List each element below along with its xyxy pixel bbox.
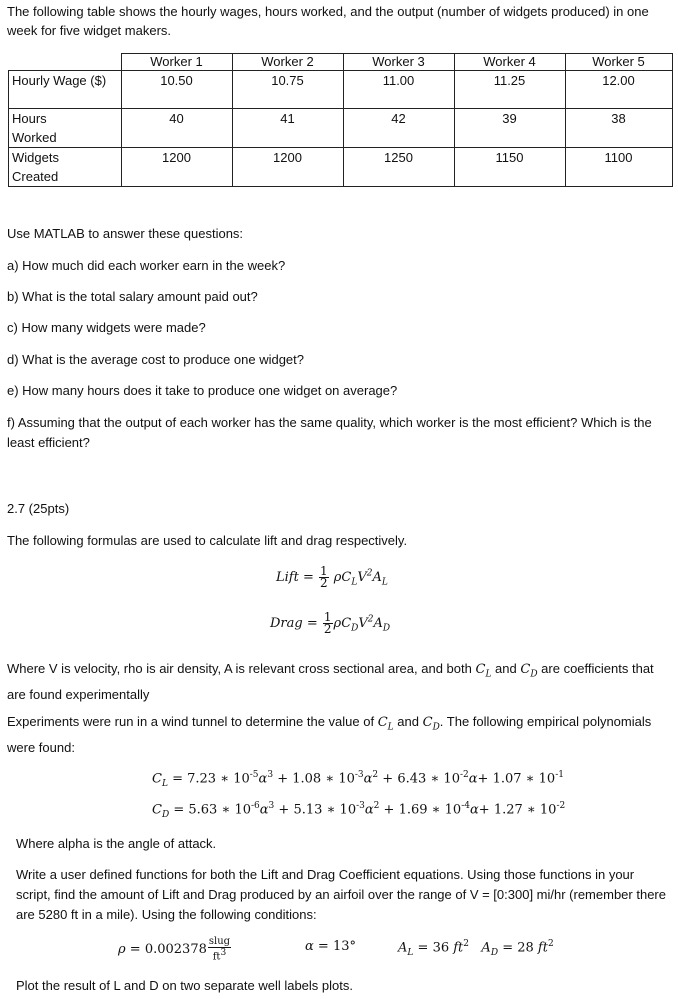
row-label: Hours Worked [9, 109, 122, 148]
question-e: e) How many hours does it take to produce one widget on average? [7, 383, 398, 398]
alpha-definition: Where alpha is the angle of attack. [16, 836, 217, 851]
table-cell: 1100 [565, 148, 672, 187]
table-cell: 1250 [343, 148, 454, 187]
cl-polynomial: $C_L = 7.23$ ∗ $10^{-5}\alpha^3 + 1.08$ ∗ $10^{-3}\alpha^2 + 6.43$ ∗ $10^{-2}\alpha+ 1.07$ ∗ $10^{-1}$ [152, 770, 564, 789]
area-conditions: $A_L = 36$ $ft^2$ $A_D = 28$ $ft^2$ [398, 939, 554, 958]
lift-formula: Lift = $\frac{1}{2}$ $\rho C_LV^2A_L$ [276, 564, 388, 590]
table-cell: 1150 [454, 148, 565, 187]
row-label: Hourly Wage ($) [9, 71, 122, 109]
table-cell: 39 [454, 109, 565, 148]
experiments-paragraph: Experiments were run in a wind tunnel to determine the value of $C_L$ and $C_D$. The following empirical polynomials were found: [7, 714, 652, 755]
intro-text: The following table shows the hourly wages, hours worked, and the output (number of widgets produced) in one week for five widget makers. [7, 4, 649, 38]
drag-formula: Drag = $\frac{1}{2}$ $\rho C_DV^2A_D$ [270, 610, 391, 636]
question-f: f) Assuming that the output of each worker has the same quality, which worker is the most efficient? Which is the least efficient? [7, 415, 652, 450]
table-row [9, 71, 673, 109]
table-cell: 42 [343, 109, 454, 148]
table-cell: 38 [565, 109, 672, 148]
table-header: Worker 3 [343, 54, 454, 71]
where-paragraph: Where V is velocity, rho is air density, A is relevant cross sectional area, and both $C_L$ and $C_D$ are coefficients that are found experimentally [7, 661, 654, 702]
table-header: Worker 1 [121, 54, 232, 71]
table-corner [9, 54, 122, 71]
table-header-row [9, 54, 673, 71]
table-cell: 10.75 [232, 71, 343, 109]
table-cell: 1200 [232, 148, 343, 187]
table-row [9, 109, 673, 148]
table-header: Worker 5 [565, 54, 672, 71]
cd-polynomial: $C_D = 5.63$ ∗ $10^{-6}\alpha^3 + 5.13$ ∗ $10^{-3}\alpha^2 + 1.69$ ∗ $10^{-4}\alpha+ 1.27$ ∗ $10^{-2}$ [152, 801, 566, 820]
question-c: c) How many widgets were made? [7, 320, 206, 335]
table-cell: 41 [232, 109, 343, 148]
table-cell: 11.25 [454, 71, 565, 109]
rho-condition: ρ = 0.002378 $\frac{\text{slug}}{ft^3}$ [118, 936, 231, 963]
question-a: a) How much did each worker earn in the week? [7, 258, 286, 273]
alpha-condition: α = 13° [305, 939, 357, 954]
table-cell: 11.00 [343, 71, 454, 109]
formulas-intro: The following formulas are used to calculate lift and drag respectively. [7, 533, 408, 548]
row-label: Widgets Created [9, 148, 122, 187]
table-cell: 1200 [121, 148, 232, 187]
matlab-prompt: Use MATLAB to answer these questions: [7, 226, 244, 241]
table-cell: 40 [121, 109, 232, 148]
table-row [9, 148, 673, 187]
table-header: Worker 2 [232, 54, 343, 71]
task-paragraph: Write a user defined functions for both the Lift and Drag Coefficient equations. Using those functions in your script, find the amount of Lift and Drag produced by an airfoil over the range of V = [0:300] mi/hr (remember there are 5280 ft in a mile). Using the following conditions: [16, 867, 666, 922]
wages-table [8, 53, 673, 187]
section-heading: 2.7 (25pts) [7, 501, 70, 516]
table-header: Worker 4 [454, 54, 565, 71]
table-cell: 10.50 [121, 71, 232, 109]
question-d: d) What is the average cost to produce one widget? [7, 352, 305, 367]
plot-instructions: Plot the result of L and D on two separate well labels plots. [16, 978, 353, 993]
question-b: b) What is the total salary amount paid out? [7, 289, 258, 304]
table-cell: 12.00 [565, 71, 672, 109]
